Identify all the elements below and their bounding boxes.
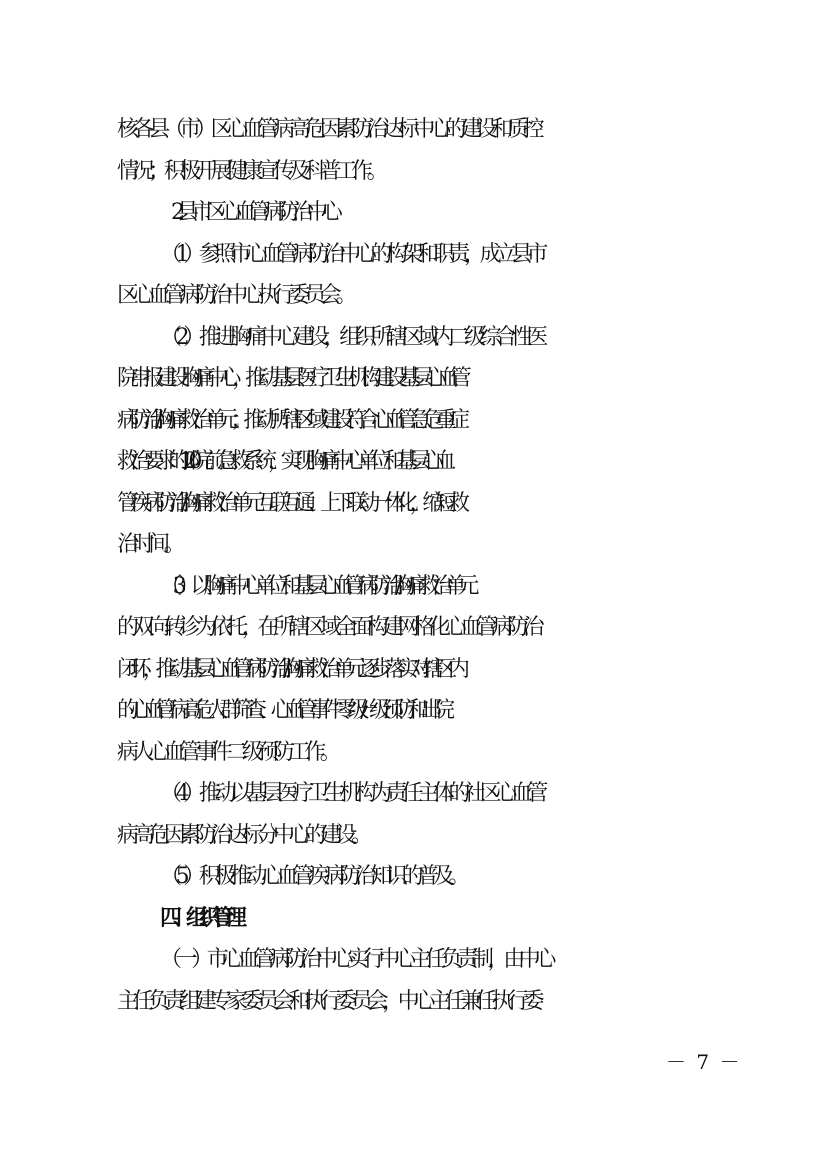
body-text-line: 主任负责组建专家委员会和执行委员会，中心主任兼任执行委 [117, 989, 539, 1014]
page-number: － 7 － [666, 1050, 742, 1074]
body-text-line: （4）推动以基层医疗卫生机构为责任主体的社区心血管 [160, 781, 542, 806]
body-text-line: 核各县（市）区心血管病高危因素防治达标中心的建设和质控 [117, 117, 539, 142]
body-text-line: 治时间。 [117, 532, 180, 557]
body-text-line: 救治要求的 120 院前急救系统，实现胸痛中心单位和基层心血 [117, 449, 447, 474]
body-text-line: （5）积极推动心血管疾病防治知识的普及。 [160, 864, 464, 889]
body-text-line: （一）市心血管病防治中心实行中心主任负责制，由中心 [160, 947, 551, 972]
body-text-line: 闭环，推动基层心血管病防治/胸痛救治单元逐步落实对辖区内 [117, 657, 461, 682]
subsection-title: 2.县市区心血管病防治中心 [171, 200, 336, 225]
body-text-line: 病高危因素防治达标分中心的建设。 [117, 823, 367, 848]
body-text-line: 区心血管病防治中心执行委员会。 [117, 283, 352, 308]
body-text-line: 病防治/胸痛救治单元；推动所辖区域建设符合心血管急危重症 [117, 408, 461, 433]
section-heading: 四、组织管理 [160, 906, 239, 931]
body-text-line: 的双向转诊为依托，在所辖区域全面构建网格化心血管病防治 [117, 615, 539, 640]
body-text-line: 的心血管病高危人群筛查、心血管事件零级/ 一级预防和出院 [117, 698, 446, 723]
body-text-line: 管疾病防治/胸痛救治单元互联互通、上下联动一体化，缩短救 [117, 491, 461, 516]
body-text-line: （2）推进胸痛中心建设，组织所辖区域内二级综合性医 [160, 325, 542, 350]
body-text-line: （3）以胸痛中心单位和基层心血管病防治/胸痛救治单元 [160, 574, 471, 599]
body-text-line: 情况；积极开展健康宣传及科普工作。 [117, 159, 383, 184]
body-text-line: 院申报建设胸痛中心，推动基层医疗卫生机构建设基层心血管 [117, 366, 463, 391]
body-text-line: 病人心血管事件二级预防工作。 [117, 740, 336, 765]
body-text-line: （1）参照市心血管病防治中心的构架和职责，成立县市 [160, 242, 542, 267]
